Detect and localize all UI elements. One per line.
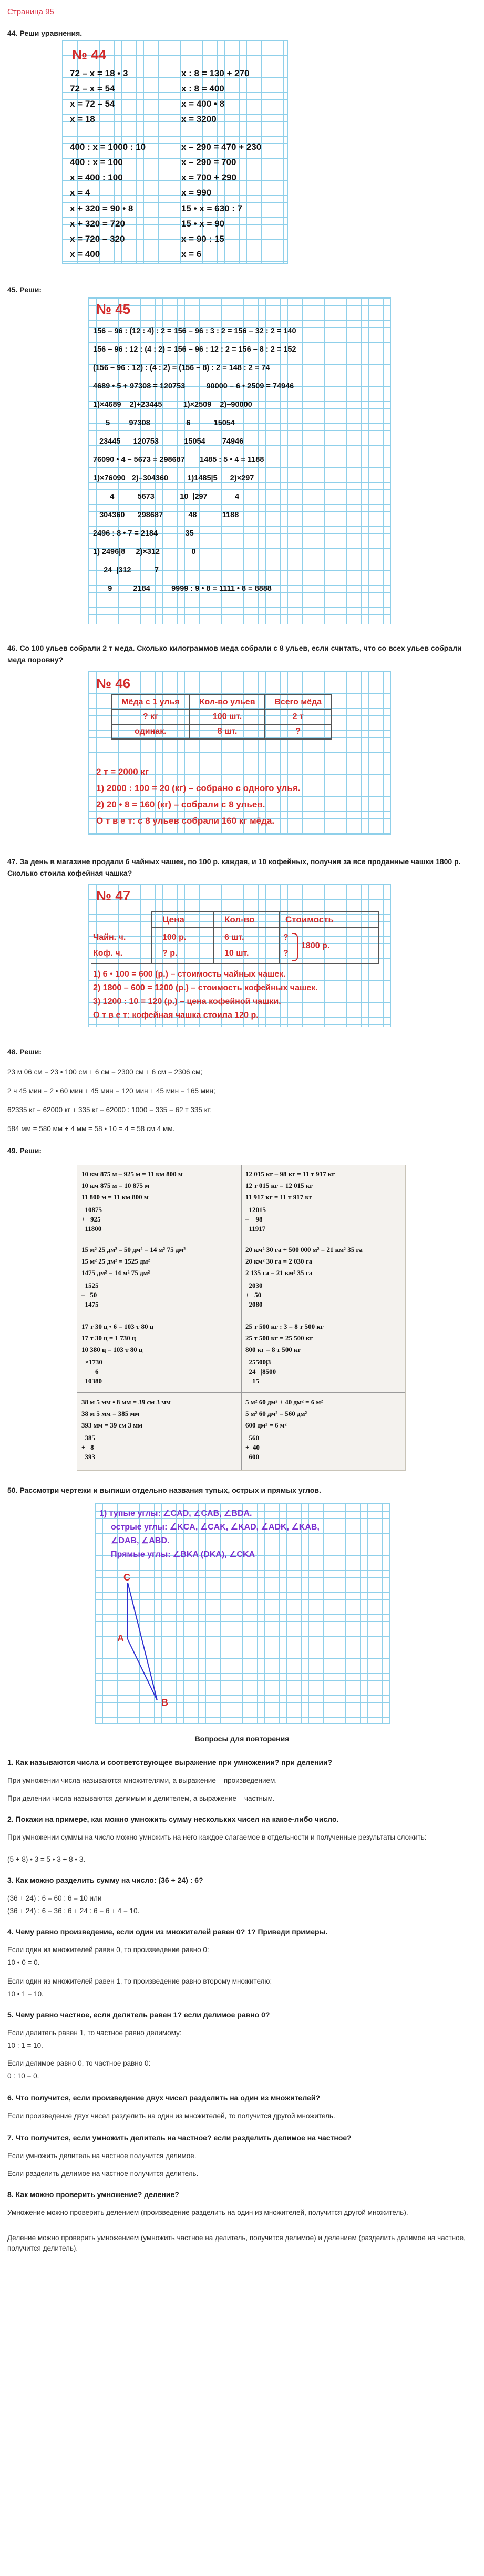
q44-number: № 44 — [72, 47, 107, 63]
review-title: Вопросы для повторения — [194, 1735, 290, 1743]
q45-line: (156 – 96 : 12) : (4 : 2) = (156 – 8) : 2 = 148 : 2 = 74 — [93, 364, 270, 372]
q49-left: 10 км 875 м = 10 875 м — [81, 1182, 150, 1189]
review-a: Умножение можно проверить делением (произведение разделить на один из множителей, получится другой множитель). — [7, 2209, 408, 2216]
q49-right: 11 917 кг = 11 т 917 кг — [245, 1193, 312, 1201]
q47-cell: ? — [283, 933, 289, 942]
review-a: 0 : 10 = 0. — [7, 2072, 39, 2080]
q49-left: 38 м 5 мм = 385 мм — [81, 1410, 140, 1418]
q49-right: 20 км² 30 га = 2 030 га — [245, 1257, 313, 1265]
review-a: Если один из множителей равен 1, то произведение равно второму множителю: — [7, 1977, 272, 1985]
q45-heading: 45. Реши: — [7, 285, 42, 294]
q44-right-2: x – 290 = 470 + 230 x – 290 = 700 x = 700 + 290 x = 990 — [181, 142, 262, 198]
q46-table — [111, 694, 332, 740]
q46-cell: 100 шт. — [190, 710, 265, 724]
q45-line: 156 – 96 : 12 : (4 : 2) = 156 – 96 : 12 : 2 = 156 – 8 : 2 = 152 — [93, 345, 296, 354]
q48-line: 62335 кг = 62000 кг + 335 кг = 62000 : 1000 = 335 = 62 т 335 кг; — [7, 1106, 212, 1114]
q50-acute-2: ∠DAB, ∠ABD. — [111, 1536, 170, 1545]
q46-cell: ? — [265, 724, 331, 739]
review-a: При делении числа называются делимым и делителем, а выражение – частным. — [7, 1794, 275, 1802]
q45-line: 9 2184 9999 : 9 • 8 = 1111 • 8 = 8888 — [93, 584, 272, 593]
q45-line: 1)×4689 2)+23445 1)×2509 2)–90000 — [93, 401, 252, 409]
review-q4: 4. Чему равно произведение, если один из множителей равен 0? 1? Приведи примеры. — [7, 1927, 328, 1936]
review-a: Если делимое равно 0, то частное равно 0: — [7, 2059, 151, 2067]
review-q2: 2. Покажи на примере, как можно умножить сумму нескольких чисел на какое-либо число. — [7, 1815, 339, 1823]
q50-acute-1: острые углы: ∠KCA, ∠CAK, ∠KAD, ∠ADK, ∠KAB, — [111, 1523, 320, 1532]
q48-heading: 48. Реши: — [7, 1048, 42, 1056]
q48-line: 23 м 06 см = 23 • 100 см + 6 см = 2300 см + 6 см = 2306 см; — [7, 1068, 203, 1076]
review-q8: 8. Как можно проверить умножение? деление? — [7, 2190, 179, 2199]
q45-line: 4689 • 5 + 97308 = 120753 90000 – 6 • 2509 = 74946 — [93, 382, 294, 391]
q44-grid — [62, 40, 288, 264]
q49-right: 5 м² 60 дм² + 40 дм² = 6 м² — [245, 1398, 323, 1406]
q47-heading: 47. За день в магазине продали 6 чайных чашек, по 100 р. каждая, и 10 кофейных, получив за все проданные чашки 1800 р. Сколько стоила кофейная чашка? — [7, 857, 461, 877]
q47-sol-3: 3) 1200 : 10 = 120 (р.) – цена кофейной чашки. — [93, 997, 281, 1006]
q49-right: 5 м² 60 дм² = 560 дм² — [245, 1410, 307, 1418]
q45-work — [93, 322, 296, 598]
q46-cell: одинак. — [111, 724, 190, 739]
q49-right: 25 т 500 кг = 25 500 кг — [245, 1334, 313, 1342]
q49-right: 12 т 015 кг = 12 015 кг — [245, 1182, 313, 1189]
review-a: 10 • 0 = 0. — [7, 1958, 40, 1966]
q46-header: Всего мёда — [265, 695, 331, 710]
q45-line: 1) 2496|8 2)×312 0 — [93, 548, 196, 556]
review-a: Если делитель равен 1, то частное равно делимому: — [7, 2029, 182, 2037]
point-b-label: B — [161, 1697, 168, 1708]
review-q1: 1. Как называются числа и соответствующее выражение при умножении? при делении? — [7, 1758, 333, 1767]
q47-cell: 10 шт. — [224, 949, 249, 958]
q46-cell: 8 шт. — [190, 724, 265, 739]
q44-right-1: x : 8 = 130 + 270 x : 8 = 400 x = 400 • 8 x = 3200 — [181, 68, 250, 124]
q47-grid — [88, 884, 391, 1027]
q47-header: Цена — [162, 915, 184, 925]
q47-cell: 6 шт. — [224, 933, 244, 942]
q45-line: 23445 120753 15054 74946 — [93, 437, 244, 446]
q49-left: 10 км 875 м – 925 м = 11 км 800 м — [81, 1170, 183, 1178]
q49-left: 11 800 м = 11 км 800 м — [81, 1193, 149, 1201]
q49-right: 25500|3 24 |8500 15 — [249, 1358, 276, 1385]
q46-heading: 46. Со 100 ульев собрали 2 т меда. Сколько килограммов меда собрали с 8 ульев, если считать, что со всех ульев собрали меда поровну? — [7, 644, 462, 664]
q49-left: 38 м 5 мм • 8 мм = 39 см 3 мм — [81, 1398, 171, 1406]
q47-sol-1: 1) 6 • 100 = 600 (р.) – стоимость чайных чашек. — [93, 970, 286, 979]
point-c-label: C — [123, 1572, 130, 1583]
q49-left: 393 мм = 39 см 3 мм — [81, 1421, 142, 1429]
q49-heading: 49. Реши: — [7, 1146, 42, 1155]
q49-right: 800 кг = 8 т 500 кг — [245, 1346, 301, 1353]
q45-line: 156 – 96 : (12 : 4) : 2 = 156 – 96 : 3 : 2 = 156 – 32 : 2 = 140 — [93, 327, 296, 335]
q44-left-2: 400 : x = 1000 : 10 400 : x = 100 x = 400 : 100 x = 4 — [70, 142, 146, 198]
q47-row-label: Чайн. ч. — [93, 933, 126, 942]
q47-header: Стоимость — [285, 915, 334, 925]
q49-left: 385 + 8 393 — [81, 1434, 95, 1461]
q45-grid — [88, 297, 391, 624]
review-a: Если произведение двух чисел разделить на один из множителей, то получится другой множитель. — [7, 2112, 335, 2120]
q50-obtuse: 1) тупые углы: ∠CAD, ∠CAB, ∠BDA. — [99, 1509, 252, 1518]
q49-left: 15 м² 25 дм² – 50 дм² = 14 м² 75 дм² — [81, 1246, 186, 1254]
q45-line: 76090 • 4 – 5673 = 298687 1485 : 5 • 4 = 1188 — [93, 456, 264, 464]
review-a: 10 • 1 = 10. — [7, 1990, 44, 1998]
q49-left: 1525 – 50 1475 — [81, 1281, 99, 1308]
review-a: 10 : 1 = 10. — [7, 2041, 43, 2049]
review-q3: 3. Как можно разделить сумму на число: (36 + 24) : 6? — [7, 1876, 203, 1884]
q49-right: 600 дм² = 6 м² — [245, 1421, 287, 1429]
q46-header: Кол-во ульев — [190, 695, 265, 710]
q44-left-1: 72 – x = 18 • 3 72 – x = 54 x = 72 – 54 x = 18 — [70, 68, 128, 124]
q44-heading: 44. Реши уравнения. — [7, 29, 83, 37]
q46-sol-1: 2 т = 2000 кг — [96, 767, 149, 777]
review-a: (36 + 24) : 6 = 36 : 6 + 24 : 6 = 6 + 4 = 10. — [7, 1907, 140, 1915]
q49-right: 2030 + 50 2080 — [245, 1281, 263, 1308]
q47-cell: ? р. — [162, 949, 178, 958]
review-q5: 5. Чему равно частное, если делитель равен 1? если делимое равно 0? — [7, 2010, 270, 2019]
q49-left: 15 м² 25 дм² = 1525 дм² — [81, 1257, 150, 1265]
q48-line: 584 мм = 580 мм + 4 мм = 58 • 10 = 4 = 58 см 4 мм. — [7, 1125, 175, 1133]
q48-line: 2 ч 45 мин = 2 • 60 мин + 45 мин = 120 мин + 45 мин = 165 мин; — [7, 1087, 215, 1095]
review-a: Деление можно проверить умножением (умножить частное на делитель, получится делимое) и делением (разделить делимое на частное, получится делитель). — [7, 2234, 466, 2252]
review-q7: 7. Что получится, если умножить делитель на частное? если разделить делимое на частное? — [7, 2133, 352, 2142]
q49-right: 25 т 500 кг : 3 = 8 т 500 кг — [245, 1322, 324, 1330]
q47-number: № 47 — [96, 888, 131, 904]
q47-total: 1800 р. — [301, 941, 330, 950]
q44-right-3: 15 • x = 630 : 7 15 • x = 90 x = 90 : 15 x = 6 — [181, 203, 243, 259]
q46-header: Мёда с 1 улья — [111, 695, 190, 710]
q49-right: 560 + 40 600 — [245, 1434, 260, 1461]
review-a: Если разделить делимое на частное получится делитель. — [7, 2170, 199, 2178]
q46-number: № 46 — [96, 675, 131, 691]
q45-number: № 45 — [96, 301, 131, 317]
q47-sol-4: О т в е т: кофейная чашка стоила 120 р. — [93, 1011, 259, 1020]
q49-right: 12015 – 98 11917 — [245, 1206, 266, 1233]
q44-left-3: x + 320 = 90 • 8 x + 320 = 720 x = 720 – 320 x = 400 — [70, 203, 133, 259]
q45-line: 5 97308 6 15054 — [93, 419, 235, 427]
page-label: Страница 95 — [7, 7, 54, 16]
review-a: При умножении числа называются множителями, а выражение – произведением. — [7, 1777, 277, 1784]
review-a: При умножении суммы на число можно умножить на него каждое слагаемое в отдельности и полученные результаты сложить: — [7, 1833, 427, 1841]
q45-line: 24 |312 7 — [93, 566, 159, 574]
review-a: Если один из множителей равен 0, то произведение равно 0: — [7, 1946, 209, 1954]
q47-cell: 100 р. — [162, 933, 187, 942]
q46-sol-2: 1) 2000 : 100 = 20 (кг) – собрано с одного улья. — [96, 783, 301, 793]
q47-header: Кол-во — [224, 915, 255, 925]
q50-heading: 50. Рассмотри чертежи и выпиши отдельно названия тупых, острых и прямых углов. — [7, 1486, 321, 1494]
q46-cell: 2 т — [265, 710, 331, 724]
q47-cell: ? — [283, 949, 289, 958]
q49-left: 1475 дм² = 14 м² 75 дм² — [81, 1269, 150, 1277]
point-a-label: A — [117, 1633, 124, 1644]
review-a: Если умножить делитель на частное получится делимое. — [7, 2152, 197, 2160]
q45-line: 1)×76090 2)–304360 1)1485|5 2)×297 — [93, 474, 254, 483]
q49-notebook-photo — [77, 1165, 406, 1471]
q49-left: 10 380 ц = 103 т 80 ц — [81, 1346, 143, 1353]
q46-grid — [88, 671, 391, 835]
q50-right: Прямые углы: ∠BKA (DKA), ∠CKA — [111, 1550, 255, 1559]
q45-line: 2496 : 8 • 7 = 2184 35 — [93, 529, 194, 538]
q49-right: 2 135 га = 21 км² 35 га — [245, 1269, 313, 1277]
q46-sol-3: 2) 20 • 8 = 160 (кг) – собрали с 8 ульев. — [96, 799, 265, 809]
q46-cell: ? кг — [111, 710, 190, 724]
q46-sol-4: О т в е т: с 8 ульев собрали 160 кг мёда. — [96, 816, 275, 826]
q49-left: 17 т 30 ц = 1 730 ц — [81, 1334, 136, 1342]
q49-left: 10875 + 925 11800 — [81, 1206, 102, 1233]
q50-grid — [95, 1503, 390, 1724]
review-a: (36 + 24) : 6 = 60 : 6 = 10 или — [7, 1894, 102, 1902]
q49-left: ×1730 6 10380 — [85, 1358, 102, 1385]
review-a: (5 + 8) • 3 = 5 • 3 + 8 • 3. — [7, 1855, 86, 1863]
q49-right: 12 015 кг – 98 кг = 11 т 917 кг — [245, 1170, 335, 1178]
q49-left: 17 т 30 ц • 6 = 103 т 80 ц — [81, 1322, 154, 1330]
q45-line: 304360 298687 48 1188 — [93, 511, 239, 519]
q47-row-label: Коф. ч. — [93, 949, 123, 958]
review-q6: 6. Что получится, если произведение двух чисел разделить на один из множителей? — [7, 2093, 320, 2102]
q45-line: 4 5673 10 |297 4 — [93, 492, 240, 501]
q47-sol-2: 2) 1800 – 600 = 1200 (р.) – стоимость кофейных чашек. — [93, 983, 318, 992]
q49-right: 20 км² 30 га + 500 000 м² = 21 км² 35 га — [245, 1246, 363, 1254]
